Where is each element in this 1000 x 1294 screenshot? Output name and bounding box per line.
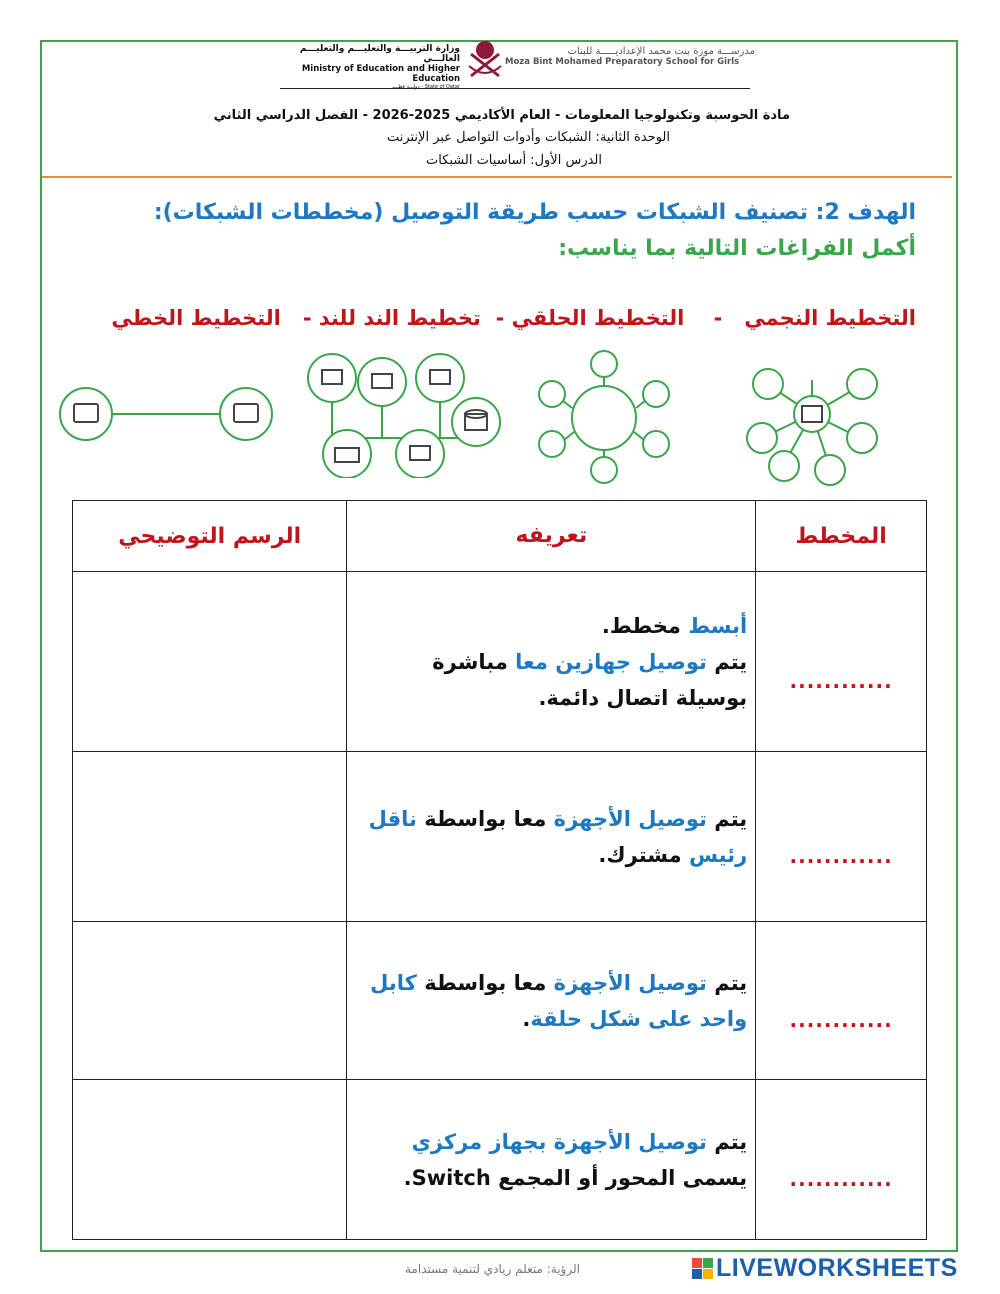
ring-diagram-icon xyxy=(536,348,676,488)
peer-to-peer-diagram-icon xyxy=(56,376,278,452)
keyword-text: أبسط xyxy=(688,613,748,638)
table-row xyxy=(73,572,927,752)
definition-text: يتم xyxy=(706,1129,748,1154)
blank-dots: ............ xyxy=(789,1167,893,1191)
definition-text: يسمى المحور أو المجمع Switch. xyxy=(403,1165,748,1190)
header-definition: تعريفه xyxy=(347,501,756,572)
footer-vision: الرؤية: متعلم ريادي لتنمية مستدامة xyxy=(405,1262,580,1276)
table-header-row xyxy=(73,501,927,572)
table-row xyxy=(73,752,927,922)
header-drawing: الرسم التوضيحي xyxy=(73,501,347,572)
definition-text: يتم xyxy=(706,970,748,995)
course-line: مادة الحوسبة وتكنولوجيا المعلومات - العام الأكاديمي 2025-2026 - الفصل الدراسي الثاني xyxy=(213,108,790,123)
topology-options: التخطيط النجمي - التخطيط الحلقي - تخطيط الند للند - التخطيط الخطي xyxy=(111,306,916,330)
definition-text: معا بواسطة xyxy=(416,970,554,995)
keyword-text: توصيل الأجهزة xyxy=(553,806,707,831)
keyword-text: توصيل الأجهزة xyxy=(553,970,707,995)
definition-cell xyxy=(347,1080,756,1240)
plan-blank-input[interactable] xyxy=(756,1080,927,1240)
definition-cell xyxy=(347,922,756,1080)
ministry-logo-text xyxy=(270,44,460,90)
blank-dots: ............ xyxy=(789,844,893,868)
definition-text: يتم xyxy=(706,806,748,831)
definition-text: مخطط. xyxy=(601,613,689,638)
drawing-drop-zone[interactable] xyxy=(73,922,347,1080)
topology-table xyxy=(72,500,927,1240)
ministry-name-en: Ministry of Education and Higher Education xyxy=(301,64,460,84)
keyword-text: كابل واحد على شكل حلقة xyxy=(370,970,748,1031)
drawing-drop-zone[interactable] xyxy=(73,1080,347,1240)
ministry-name-ar: وزارة التربيـــة والتعليـــم والتعليـــم العالـــي xyxy=(299,44,460,64)
orange-divider xyxy=(42,176,952,178)
definition-text: . xyxy=(522,1006,531,1031)
keyword-text: ناقل رئيس xyxy=(368,806,748,867)
definition-text: مباشرة بوسيلة اتصال دائمة. xyxy=(432,649,748,710)
liveworksheets-brand: LIVEWORKSHEETS xyxy=(716,1254,958,1282)
liveworksheets-logo-icon xyxy=(692,1258,714,1280)
keyword-text: توصيل جهازين معا xyxy=(515,649,707,674)
keyword-text: توصيل الأجهزة بجهاز مركزي xyxy=(411,1129,707,1154)
star-diagram-icon xyxy=(744,366,880,486)
drawing-drop-zone[interactable] xyxy=(73,752,347,922)
qatar-emblem-icon xyxy=(463,36,507,82)
goal-heading: الهدف 2: تصنيف الشبكات حسب طريقة التوصيل (مخططات الشبكات): xyxy=(153,200,916,225)
bus-diagram-icon xyxy=(302,348,508,478)
blank-dots: ............ xyxy=(789,1008,893,1032)
definition-text: يتم xyxy=(706,649,748,674)
table-row xyxy=(73,922,927,1080)
school-name-en: Moza Bint Mohamed Preparatory School for Girls xyxy=(505,57,740,67)
definition-text: معا بواسطة xyxy=(416,806,554,831)
drawing-drop-zone[interactable] xyxy=(73,572,347,752)
definition-cell xyxy=(347,572,756,752)
instruction-text: أكمل الفراغات التالية بما يناسب: xyxy=(558,236,916,261)
school-logo-text xyxy=(505,46,755,67)
header-divider xyxy=(280,88,750,89)
plan-blank-input[interactable] xyxy=(756,922,927,1080)
unit-line: الوحدة الثانية: الشبكات وأدوات التواصل عبر الإنترنت xyxy=(386,130,670,145)
definition-cell xyxy=(347,752,756,922)
definition-text: مشترك. xyxy=(598,842,689,867)
school-name-ar: مدرســـة موزة بنت محمد الإعداديـــــة للبنات xyxy=(567,46,755,57)
plan-blank-input[interactable] xyxy=(756,572,927,752)
blank-dots: ............ xyxy=(789,669,893,693)
state-label: State of Qatar - دولـــة قطـــر xyxy=(391,84,460,90)
lesson-line: الدرس الأول: أساسيات الشبكات xyxy=(425,153,602,168)
table-row xyxy=(73,1080,927,1240)
header-plan: المخطط xyxy=(756,501,927,572)
plan-blank-input[interactable] xyxy=(756,752,927,922)
